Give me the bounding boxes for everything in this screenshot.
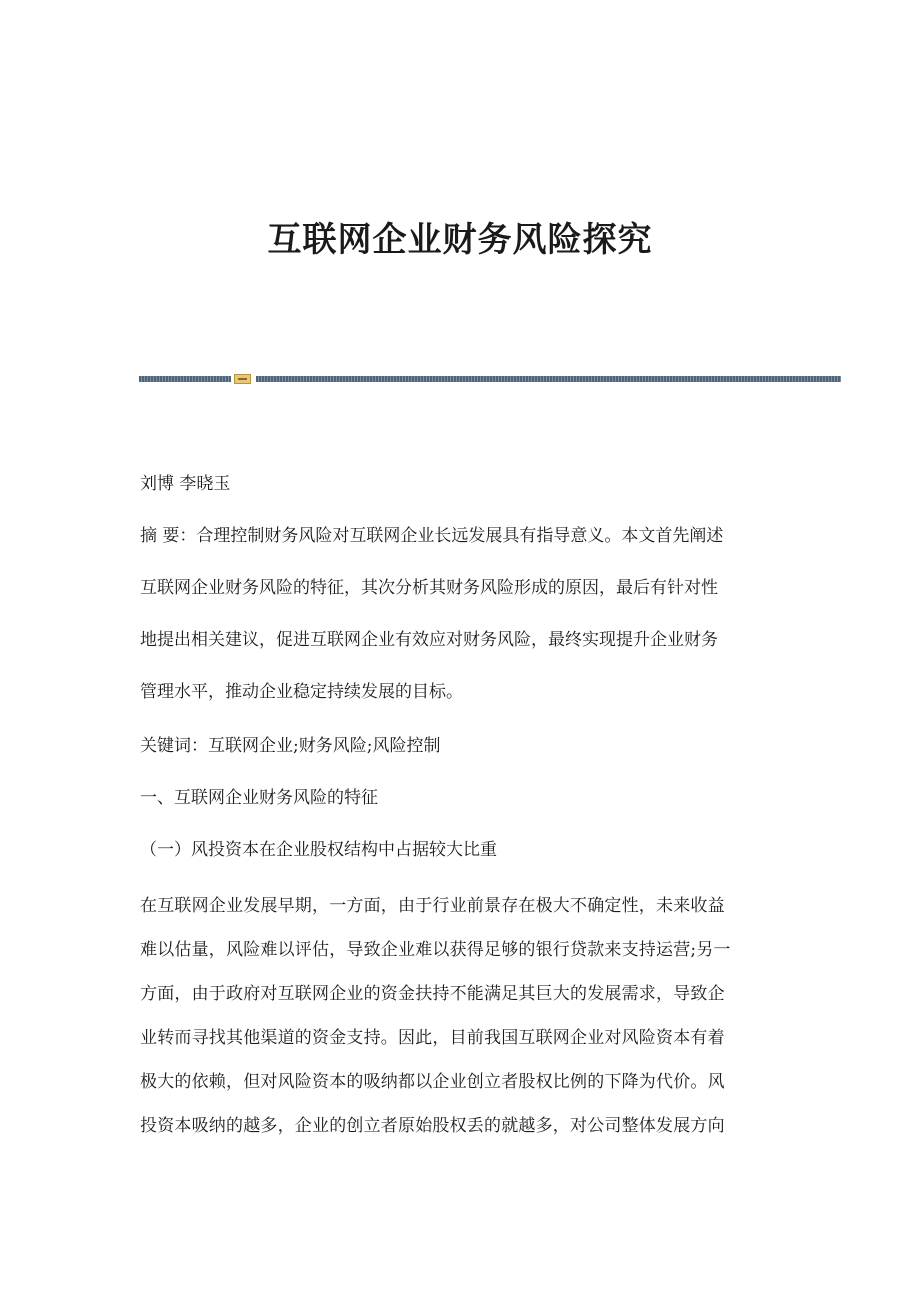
paragraph-line: 极大的依赖，但对风险资本的吸纳都以企业创立者股权比例的下降为代价。风 xyxy=(140,1072,725,1092)
subsection-heading: （一）风投资本在企业股权结构中占据较大比重 xyxy=(140,840,497,860)
keywords: 关键词：互联网企业;财务风险;风险控制 xyxy=(140,736,441,756)
divider-bar-right xyxy=(256,376,841,382)
abstract-line-1 xyxy=(140,518,780,554)
document-body xyxy=(140,466,780,1148)
paragraph-line: 方面，由于政府对互联网企业的资金扶持不能满足其巨大的发展需求，导致企 xyxy=(140,984,725,1004)
page-title: 互联网企业财务风险探究 xyxy=(267,220,653,260)
body-paragraph xyxy=(140,884,780,1148)
decorative-divider xyxy=(139,374,841,384)
authors: 刘博 李晓玉 xyxy=(140,474,231,494)
paragraph-line: 在互联网企业发展早期，一方面，由于行业前景存在极大不确定性，未来收益 xyxy=(140,896,725,916)
divider-ornament-icon xyxy=(234,374,251,384)
abstract-text-1: 合理控制财务风险对互联网企业长远发展具有指导意义。本文首先阐述 xyxy=(196,526,724,546)
abstract-line-2: 互联网企业财务风险的特征，其次分析其财务风险形成的原因，最后有针对性 xyxy=(140,578,718,598)
abstract-label: 摘 要： xyxy=(140,526,197,546)
abstract xyxy=(140,518,780,710)
section-heading: 一、互联网企业财务风险的特征 xyxy=(140,788,378,808)
divider-bar-left xyxy=(139,376,231,382)
abstract-line-4: 管理水平，推动企业稳定持续发展的目标。 xyxy=(140,682,463,702)
paragraph-line: 难以估量，风险难以评估，导致企业难以获得足够的银行贷款来支持运营;另一 xyxy=(140,940,731,960)
abstract-line-3: 地提出相关建议，促进互联网企业有效应对财务风险，最终实现提升企业财务 xyxy=(140,630,718,650)
paragraph-line: 业转而寻找其他渠道的资金支持。因此，目前我国互联网企业对风险资本有着 xyxy=(140,1028,725,1048)
paragraph-line: 投资本吸纳的越多，企业的创立者原始股权丢的就越多，对公司整体发展方向 xyxy=(140,1116,725,1136)
